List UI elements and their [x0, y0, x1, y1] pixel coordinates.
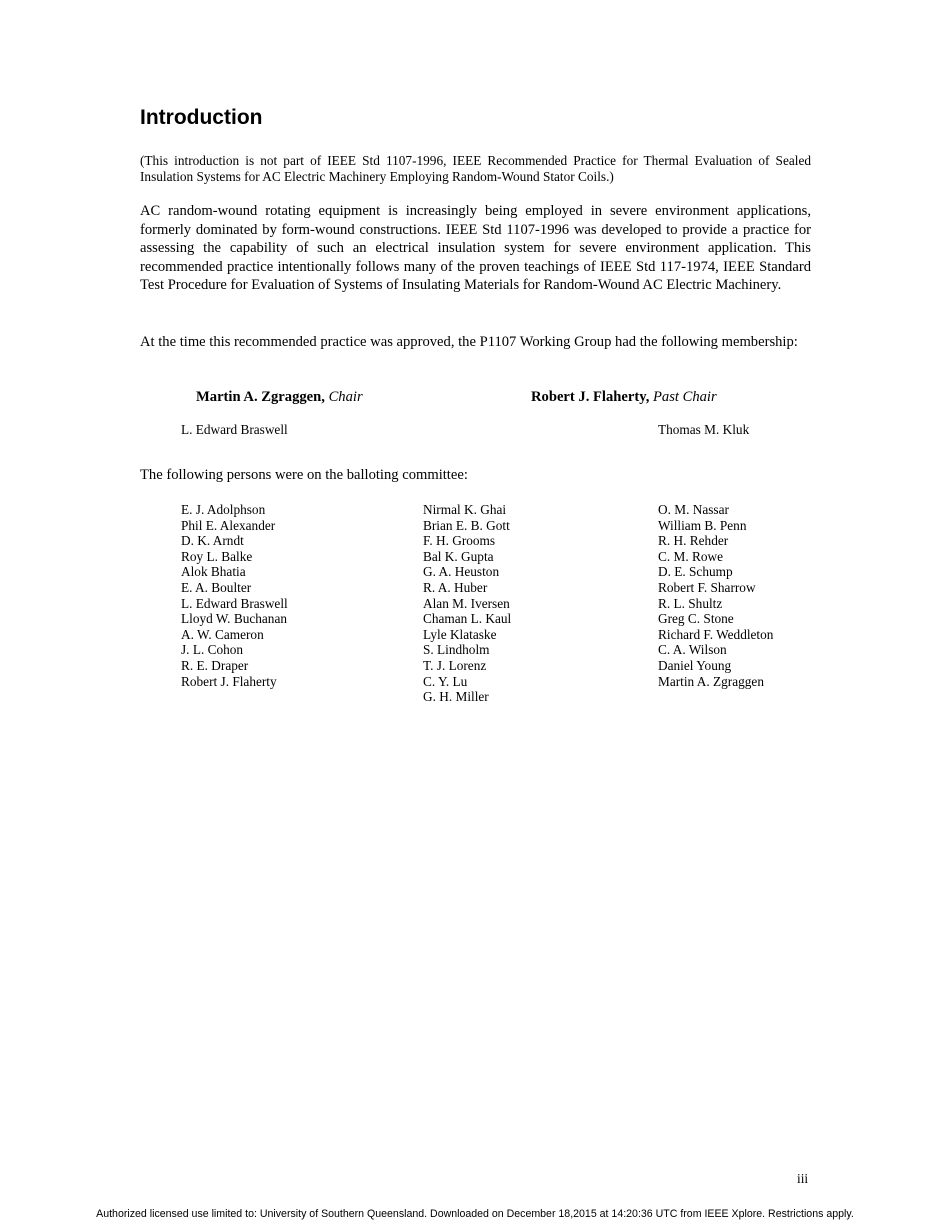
- past-chair-name: Robert J. Flaherty,: [531, 389, 650, 405]
- balloting-member: S. Lindholm: [423, 642, 490, 658]
- balloting-member: Chaman L. Kaul: [423, 611, 512, 627]
- balloting-member: R. A. Huber: [423, 579, 488, 595]
- balloting-member: Daniel Young: [658, 657, 732, 673]
- balloting-member: G. H. Miller: [423, 689, 489, 705]
- balloting-column-3: [658, 502, 773, 689]
- chair-name: Martin A. Zgraggen,: [196, 389, 325, 405]
- balloting-member: Greg C. Stone: [658, 611, 734, 627]
- balloting-member: Brian E. B. Gott: [423, 517, 510, 533]
- balloting-member: E. A. Boulter: [181, 579, 252, 595]
- balloting-member: C. M. Rowe: [658, 548, 724, 564]
- balloting-member: R. H. Rehder: [658, 533, 729, 549]
- balloting-column-2: [423, 502, 511, 705]
- balloting-member: Alok Bhatia: [181, 564, 246, 580]
- intro-note: (This introduction is not part of IEEE Std 1107-1996, IEEE Recommended Practice for Thermal Evaluation of Sealed Insulation Systems for AC Electric Machinery Employing Random-Wound Stator Coils.): [140, 153, 811, 184]
- balloting-member: G. A. Heuston: [423, 564, 500, 580]
- past-chair-role: Past Chair: [653, 389, 717, 405]
- balloting-member: Alan M. Iversen: [423, 595, 510, 611]
- balloting-member: William B. Penn: [658, 517, 747, 533]
- balloting-column-1: [181, 502, 288, 689]
- balloting-member: E. J. Adolphson: [181, 502, 266, 517]
- balloting-member: Robert F. Sharrow: [658, 579, 756, 595]
- balloting-member: Lloyd W. Buchanan: [181, 611, 287, 627]
- balloting-member: Phil E. Alexander: [181, 517, 276, 533]
- balloting-member: D. E. Schump: [658, 564, 733, 580]
- balloting-member: Nirmal K. Ghai: [423, 502, 507, 517]
- balloting-member: Bal K. Gupta: [423, 548, 494, 564]
- working-group-member: Thomas M. Kluk: [658, 422, 750, 437]
- balloting-member: C. Y. Lu: [423, 673, 468, 689]
- balloting-member: Robert J. Flaherty: [181, 673, 277, 689]
- page-title: Introduction: [140, 106, 263, 129]
- balloting-intro: The following persons were on the balloting committee:: [140, 467, 468, 483]
- membership-paragraph: At the time this recommended practice was approved, the P1107 Working Group had the following membership:: [140, 334, 798, 350]
- balloting-member: R. L. Shultz: [658, 595, 723, 611]
- balloting-member: D. K. Arndt: [181, 533, 244, 549]
- balloting-member: O. M. Nassar: [658, 502, 729, 517]
- balloting-member: J. L. Cohon: [181, 642, 244, 658]
- working-group-past-chair: [531, 388, 717, 406]
- balloting-member: F. H. Grooms: [423, 533, 496, 549]
- balloting-member: L. Edward Braswell: [181, 595, 288, 611]
- chair-role: Chair: [328, 389, 363, 405]
- balloting-member: A. W. Cameron: [181, 626, 264, 642]
- working-group-chair: [196, 388, 363, 406]
- balloting-member: Lyle Klataske: [423, 626, 497, 642]
- page-number: iii: [797, 1171, 809, 1186]
- intro-paragraph: AC random-wound rotating equipment is increasingly being employed in severe environment applications, formerly dominated by form-wound constructions. IEEE Std 1107-1996 was developed to provide a practice for assessing the capability of such an electrical insulation system for severe environment application. This recommended practice intentionally follows many of the proven teachings of IEEE Std 117-1974, IEEE Standard Test Procedure for Evaluation of Systems of Insulating Materials for Random-Wound AC Electric Machinery.: [140, 203, 811, 294]
- working-group-member: L. Edward Braswell: [181, 422, 288, 437]
- license-footer: Authorized licensed use limited to: University of Southern Queensland. Downloaded on December 18,2015 at 14:20:36 UTC from IEEE Xplore. Restrictions apply.: [96, 1208, 854, 1220]
- balloting-member: Roy L. Balke: [181, 548, 253, 564]
- balloting-member: Richard F. Weddleton: [658, 626, 774, 642]
- balloting-member: T. J. Lorenz: [423, 657, 487, 673]
- balloting-member: R. E. Draper: [181, 657, 249, 673]
- balloting-member: C. A. Wilson: [658, 642, 727, 658]
- balloting-member: Martin A. Zgraggen: [658, 673, 764, 689]
